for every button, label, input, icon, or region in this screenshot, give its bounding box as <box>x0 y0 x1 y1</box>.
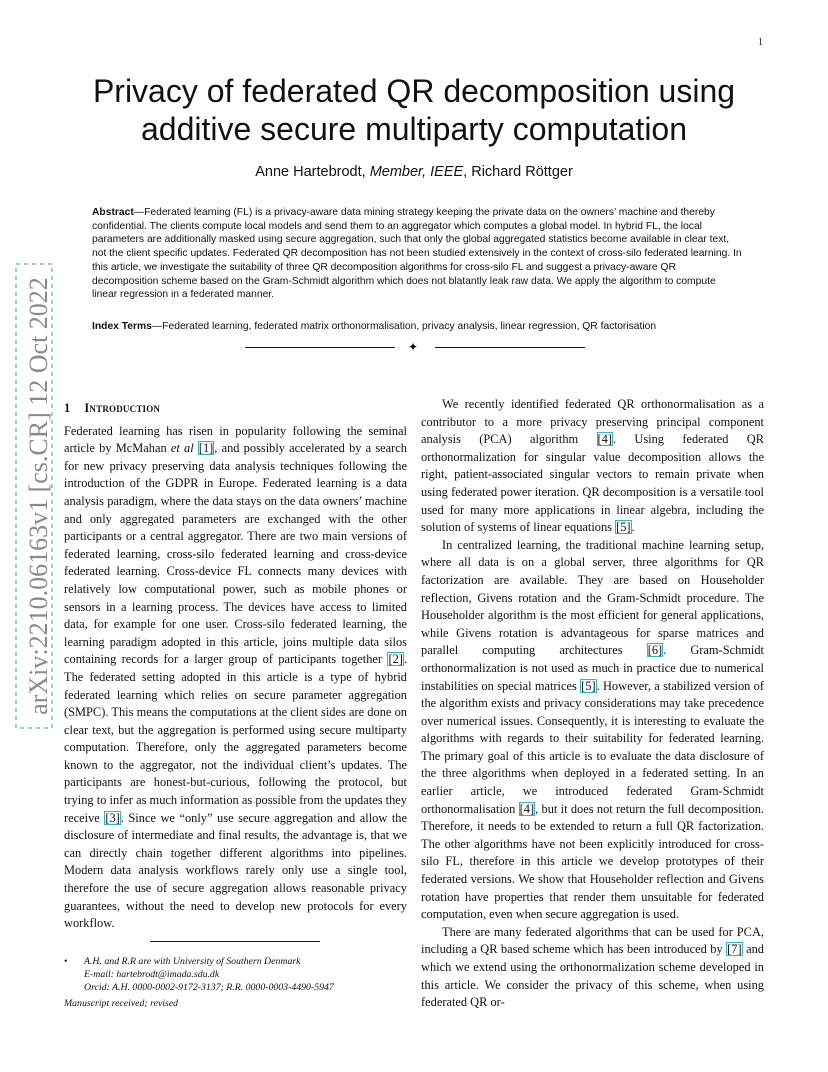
index-terms <box>92 320 742 334</box>
separator-diamond-icon: ✦ <box>408 340 419 354</box>
footnote-rule <box>150 941 320 942</box>
text-run: . Since we “only” use secure aggregation and allow the disclosure of intermediate and final results, the advantage is, that we can directly chain together different algorithms into pipelines. Modern data analysis workflows rarely only use a single tool, therefore the use of secure aggregation allows reasonable privacy guarantees, without the need to develop new protocols for every workflow. <box>64 810 407 931</box>
abstract-label: Abstract <box>92 207 134 218</box>
arxiv-stamp[interactable] <box>14 262 54 730</box>
text-run: , and possibly accelerated by a search for new privacy preserving data analysis techniques following the introduction of the GDPR in Europe. Federated learning is a data analysis paradigm, where the data stays on the data owners’ machine and only aggregated parameters are exchanged with the other participants or a central aggregator. There are two main versions of federated learning, cross-silo federated learning and cross-device federated learning. Cross-device FL connects many devices with relatively low computational power, such as mobile phones or sensors in a learning process. The devices have access to limited data, for example for one user. Cross-silo federated learning, the learning paradigm adopted in this article, joins multiple data silos containing records for a larger group of participants together <box>64 441 407 667</box>
intro-paragraph-4 <box>421 924 764 1012</box>
intro-paragraph-2 <box>421 396 764 537</box>
section-number: 1 <box>64 401 71 415</box>
author-name-1: Anne Hartebrodt, <box>255 164 370 180</box>
footnote-email: E-mail: hartebrodt@imada.sdu.dk <box>84 969 220 980</box>
section-separator <box>245 341 585 353</box>
section-heading <box>64 400 407 418</box>
footnote-affiliation: A.H. and R.R are with University of Southern Denmark <box>84 956 301 967</box>
separator-line-right <box>435 347 585 348</box>
citation-link[interactable]: [5] <box>581 678 596 693</box>
abstract <box>92 206 742 302</box>
index-terms-text: —Federated learning, federated matrix orthonormalisation, privacy analysis, linear regression, QR factorisation <box>151 321 657 332</box>
text-run: . <box>631 520 635 535</box>
left-column <box>64 396 407 933</box>
text-run: . Using federated QR orthonormalization for singular value decomposition allows the right, patient-associated singular vectors to remain private when using federated power iteration. QR decomposition is a versatile tool used for many more applications in linear algebra, including the solution of systems of linear equations <box>421 432 764 535</box>
arxiv-stamp-text: arXiv:2210.06163v1 [cs.CR] 12 Oct 2022 <box>24 277 53 715</box>
text-run: . Gram-Schmidt orthonormalization is not used as much in practice due to numerical instabilities on special matrices <box>421 643 765 693</box>
citation-link[interactable]: [5] <box>616 520 631 535</box>
arxiv-stamp-svg <box>14 262 54 730</box>
separator-line-left <box>245 347 395 348</box>
citation-link[interactable]: [1] <box>198 441 214 456</box>
right-column <box>421 396 764 1012</box>
author-name-2: , Richard Röttger <box>463 164 573 180</box>
text-run: We recently identified federated QR orthonormalisation as a contributor to a more privacy preserving principal component analysis (PCA) algorithm <box>421 397 764 447</box>
intro-paragraph-3 <box>421 537 764 924</box>
text-run: Federated learning has risen in popularity following the seminal article by McMahan <box>64 423 407 456</box>
index-terms-label: Index Terms <box>92 321 152 332</box>
author-line <box>70 164 758 180</box>
footnote-bullet-icon: • <box>64 956 68 967</box>
citation-link[interactable]: [6] <box>647 643 663 658</box>
citation-link[interactable]: [3] <box>105 810 120 825</box>
intro-paragraph-1 <box>64 423 407 933</box>
page-number: 1 <box>758 37 763 48</box>
footnote <box>64 955 407 994</box>
citation-link[interactable]: [7] <box>727 942 742 957</box>
text-run: . However, a stabilized version of the algorithm exists and privacy considerations may take precedence over numerical issues. Consequently, it is interesting to evaluate the algorithms with regards to their suitability for federated learning. The primary goal of this article is to evaluate the data disclosure of the three algorithms when deployed in a federated setting. In an earlier article, we introduced federated Gram-Schmidt orthonormalisation <box>421 678 764 816</box>
text-run: and which we extend using the orthonormalization scheme developed in this article. We consider the privacy of this scheme, when using federated QR or- <box>421 942 764 1010</box>
text-run: , but it does not return the full decomposition. Therefore, it needs to be extended to return a full QR factorization. The other algorithms have not been explicitly introduced for cross-silo FL, therefore in this article we develop prototypes of their federated versions. We show that Householder reflection and Givens rotation have properties that render them unsuitable for federated computation, even when secure aggregation is used. <box>421 801 764 922</box>
manuscript-note: Manuscript received; revised <box>64 998 179 1009</box>
paper-title: Privacy of federated QR decomposition using additive secure multiparty computation <box>92 73 736 147</box>
abstract-text: —Federated learning (FL) is a privacy-aware data mining strategy keeping the private data on the owners’ machine and thereby confidential. The clients compute local models and send them to an aggregator which computes a global model. In hybrid FL, the local parameters are additionally masked using secure aggregation, such that only the global aggregated statistics become available in clear text, not the client specific updates. Federated QR decomposition has not been studied extensively in the context of cross-silo federated learning. In this article, we investigate the suitability of three QR decomposition algorithms for cross-silo FL and suggest a privacy-aware QR decomposition scheme based on the Gram-Schmidt algorithm which does not blatantly leak raw data. We apply the algorithm to compute linear regression in a federated manner. <box>92 207 742 301</box>
text-run-italic: et al <box>170 441 194 456</box>
text-run: . The federated setting adopted in this article is a type of hybrid federated learning which relies on secure parameter aggregation (SMPC). This means the computations at the client sides are done on clear text, but the aggregation is performed using secure multiparty computation. Therefore, only the aggregated parameters become known to the aggregator, not the individual client’s updates. The participants are honest-but-curious, following the protocol, but trying to infer as much information as possible from the updates they receive <box>64 652 407 825</box>
footnote-orcid: Orcid: A.H. 0000-0002-9172-3137; R.R. 0000-0003-4490-5947 <box>84 982 334 993</box>
citation-link[interactable]: [2] <box>388 652 403 667</box>
citation-link[interactable]: [4] <box>597 432 612 447</box>
section-title: Introduction <box>84 401 161 415</box>
text-run: In centralized learning, the traditional machine learning setup, where all data is on a global server, three algorithms for QR factorization are available. They are based on Householder reflection, Givens rotation and the Gram-Schmidt procedure. The Householder algorithm is the most efficient for general applications, while Givens rotation is advantageous for sparse matrices and parallel computing architectures <box>421 537 764 658</box>
text-run: There are many federated algorithms that can be used for PCA, including a QR based scheme which has been introduced by <box>421 924 764 957</box>
author-membership: Member, IEEE <box>369 164 464 180</box>
citation-link[interactable]: [4] <box>519 801 535 816</box>
